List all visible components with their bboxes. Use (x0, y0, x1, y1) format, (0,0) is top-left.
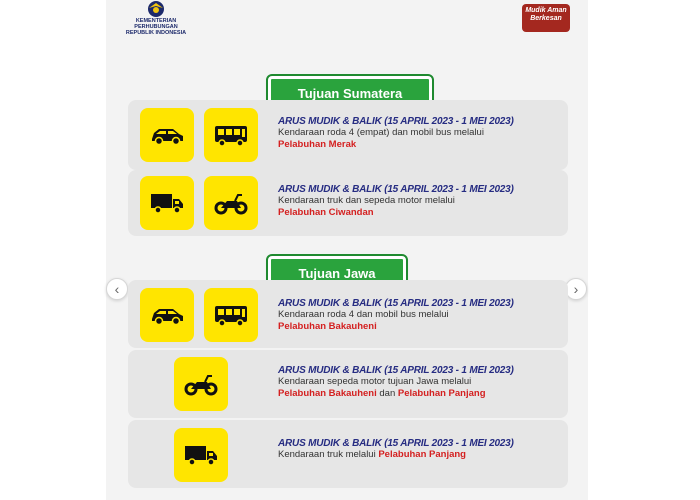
motorcycle-tile (174, 357, 228, 411)
section-title-text: Tujuan Jawa (298, 265, 376, 281)
ministry-name-line1: KEMENTERIAN PERHUBUNGAN (134, 18, 178, 30)
chevron-right-icon: › (573, 281, 579, 297)
ministry-name-line2: REPUBLIK INDONESIA (125, 30, 187, 36)
route-heading: ARUS MUDIK & BALIK (15 APRIL 2023 - 1 MEI 2023) (278, 184, 514, 195)
ministry-name (116, 18, 196, 36)
motorcycle-icon (213, 191, 249, 215)
route-description: Kendaraan roda 4 (empat) dan mobil bus melalui (278, 127, 484, 138)
badge-line2: Berkesan (530, 15, 562, 22)
bus-tile (204, 288, 258, 342)
motorcycle-tile (204, 176, 258, 230)
ministry-logo (116, 0, 196, 36)
truck-tile (140, 176, 194, 230)
bus-tile (204, 108, 258, 162)
port-name: Pelabuhan Bakauheni (278, 388, 377, 399)
car-tile (140, 108, 194, 162)
route-info (278, 298, 563, 333)
car-icon (149, 303, 185, 327)
left-margin (0, 0, 106, 500)
section-title-text: Tujuan Sumatera (297, 85, 403, 101)
bus-icon (213, 303, 249, 327)
route-info (278, 184, 563, 219)
route-heading: ARUS MUDIK & BALIK (15 APRIL 2023 - 1 MEI 2023) (278, 438, 514, 449)
truck-tile (174, 428, 228, 482)
port-name: Pelabuhan Ciwandan (278, 207, 374, 218)
route-description: Kendaraan truk dan sepeda motor melalui (278, 195, 455, 206)
route-info (278, 438, 563, 461)
mudik-badge-logo (520, 0, 572, 34)
truck-icon (183, 443, 219, 467)
route-description: Kendaraan truk melalui (278, 449, 376, 460)
truck-icon (149, 191, 185, 215)
badge-line1: Mudik Aman (525, 7, 567, 14)
route-info (278, 116, 563, 151)
route-description: Kendaraan sepeda motor tujuan Jawa melalui (278, 376, 472, 387)
car-tile (140, 288, 194, 342)
right-margin (588, 0, 700, 500)
port-name-secondary: Pelabuhan Panjang (397, 388, 486, 399)
port-joiner: dan (379, 388, 396, 399)
port-name: Pelabuhan Panjang (378, 449, 466, 460)
port-name: Pelabuhan Merak (278, 139, 357, 150)
mudik-badge (522, 4, 570, 32)
carousel-prev-button[interactable] (106, 278, 128, 300)
route-heading: ARUS MUDIK & BALIK (15 APRIL 2023 - 1 MEI 2023) (278, 116, 514, 127)
route-info (278, 365, 563, 400)
bus-icon (213, 123, 249, 147)
route-heading: ARUS MUDIK & BALIK (15 APRIL 2023 - 1 MEI 2023) (278, 298, 514, 309)
route-heading: ARUS MUDIK & BALIK (15 APRIL 2023 - 1 MEI 2023) (278, 365, 514, 376)
port-name: Pelabuhan Bakauheni (278, 321, 377, 332)
motorcycle-icon (183, 372, 219, 396)
car-icon (149, 123, 185, 147)
route-description: Kendaraan roda 4 dan mobil bus melalui (278, 309, 449, 320)
chevron-left-icon: ‹ (114, 281, 120, 297)
carousel-next-button[interactable] (565, 278, 587, 300)
ministry-emblem-icon (146, 0, 166, 18)
